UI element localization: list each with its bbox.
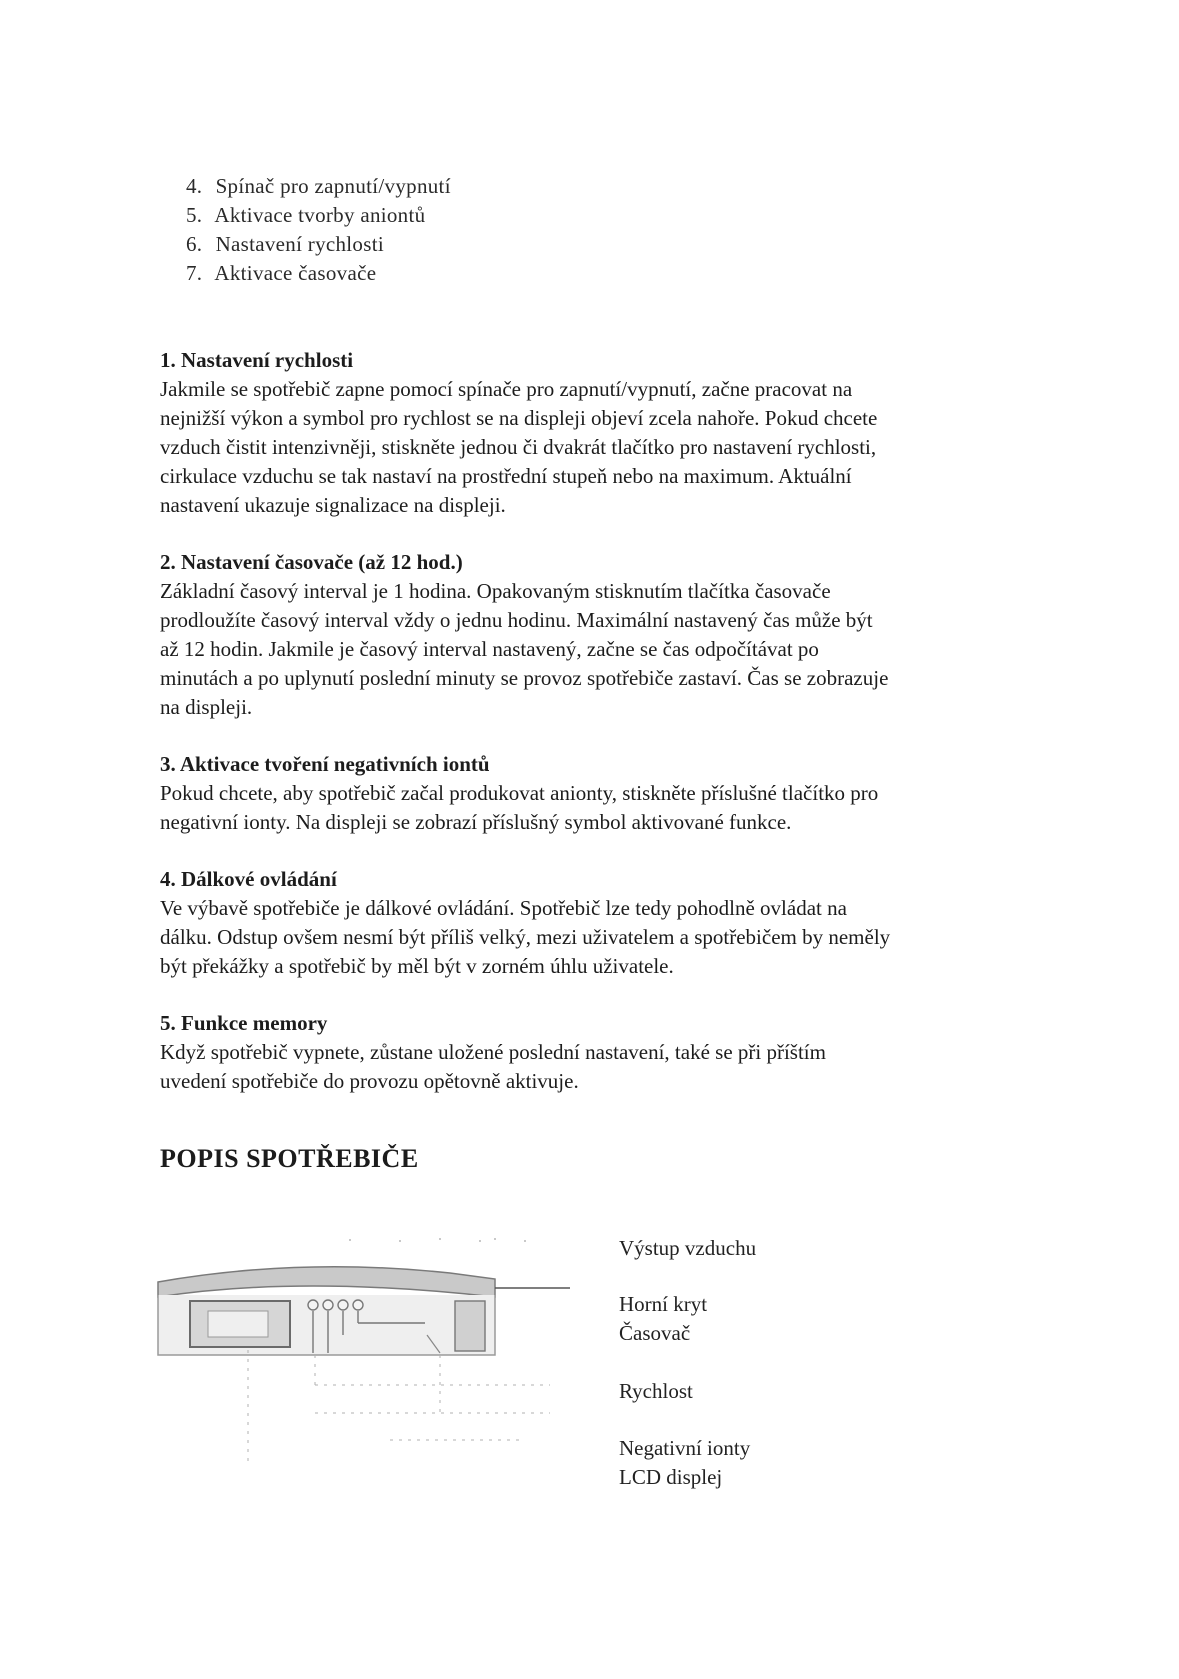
section-text: [160, 1038, 1040, 1096]
text-line: dálku. Odstup ovšem nesmí být příliš velký, mezi uživatelem a spotřebičem by neměly: [160, 925, 891, 949]
list-item: [186, 230, 451, 259]
text-line: Základní časový interval je 1 hodina. Opakovaným stisknutím tlačítka časovače: [160, 579, 831, 603]
list-item-number: 6.: [186, 232, 203, 256]
instruction-sections: [160, 346, 1040, 1124]
list-item-text: Aktivace časovače: [214, 261, 377, 285]
device-description-title: POPIS SPOTŘEBIČE: [160, 1144, 419, 1173]
list-item-number: 4.: [186, 174, 203, 198]
label-air-outlet: Výstup vzduchu: [619, 1236, 757, 1260]
device-illustration: [150, 1235, 580, 1475]
text-line: Jakmile se spotřebič zapne pomocí spínače pro zapnutí/vypnutí, začne pracovat na: [160, 377, 853, 401]
list-item: [186, 172, 451, 201]
label-lcd-display: LCD displej: [619, 1465, 723, 1489]
text-line: na displeji.: [160, 695, 253, 719]
text-line: prodloužíte časový interval vždy o jednu hodinu. Maximální nastavený čas může být: [160, 608, 873, 632]
list-item-text: Nastavení rychlosti: [215, 232, 384, 256]
list-item-text: Spínač pro zapnutí/vypnutí: [215, 174, 451, 198]
section-negative-ions: [160, 750, 1040, 837]
text-line: Ve výbavě spotřebiče je dálkové ovládání. Spotřebič lze tedy pohodlně ovládat na: [160, 896, 847, 920]
text-line: nastavení ukazuje signalizace na displeji.: [160, 493, 506, 517]
section-speed-setting: [160, 346, 1040, 520]
label-speed: Rychlost: [619, 1379, 693, 1403]
text-line: až 12 hodin. Jakmile je časový interval nastavený, začne se čas odpočítávat po: [160, 637, 819, 661]
section-text: [160, 894, 1040, 981]
section-heading: 2. Nastavení časovače (až 12 hod.): [160, 550, 463, 574]
scan-dots: [349, 1238, 526, 1242]
section-remote-control: [160, 865, 1040, 981]
guide-lines: [248, 1350, 550, 1465]
text-line: Pokud chcete, aby spotřebič začal produkovat anionty, stiskněte příslušné tlačítko pro: [160, 781, 879, 805]
top-cover-shape: [158, 1267, 495, 1297]
section-heading: 3. Aktivace tvoření negativních iontů: [160, 752, 490, 776]
text-line: cirkulace vzduchu se tak nastaví na prostřední stupeň nebo na maximum. Aktuální: [160, 464, 852, 488]
label-top-cover: Horní kryt: [619, 1292, 708, 1316]
label-timer: Časovač: [619, 1321, 691, 1345]
section-text: [160, 375, 1040, 520]
lcd-screen-shape: [208, 1311, 268, 1337]
text-line: negativní ionty. Na displeji se zobrazí příslušný symbol aktivované funkce.: [160, 810, 792, 834]
text-line: uvedení spotřebiče do provozu opětovně aktivuje.: [160, 1069, 579, 1093]
air-vent-shape: [455, 1301, 485, 1351]
list-item: [186, 201, 451, 230]
text-line: nejnižší výkon a symbol pro rychlost se na displeji objeví zcela nahoře. Pokud chcete: [160, 406, 878, 430]
section-text: [160, 779, 1040, 837]
list-item-text: Aktivace tvorby aniontů: [214, 203, 426, 227]
list-item: [186, 259, 451, 288]
section-memory-function: [160, 1009, 1040, 1096]
section-text: [160, 577, 1040, 722]
label-negative-ions: Negativní ionty: [619, 1436, 751, 1460]
feature-list: [186, 172, 451, 288]
text-line: vzduch čistit intenzivněji, stiskněte jednou či dvakrát tlačítko pro nastavení rychlosti,: [160, 435, 877, 459]
list-item-number: 5.: [186, 203, 203, 227]
list-item-number: 7.: [186, 261, 203, 285]
section-heading: 4. Dálkové ovládání: [160, 867, 337, 891]
text-line: Když spotřebič vypnete, zůstane uložené poslední nastavení, také se při příštím: [160, 1040, 826, 1064]
text-line: být překážky a spotřebič by měl být v zorném úhlu uživatele.: [160, 954, 674, 978]
section-timer-setting: [160, 548, 1040, 722]
section-heading: 1. Nastavení rychlosti: [160, 348, 354, 372]
section-heading: 5. Funkce memory: [160, 1011, 328, 1035]
text-line: minutách a po uplynutí poslední minuty se provoz spotřebiče zastaví. Čas se zobrazuje: [160, 666, 889, 690]
